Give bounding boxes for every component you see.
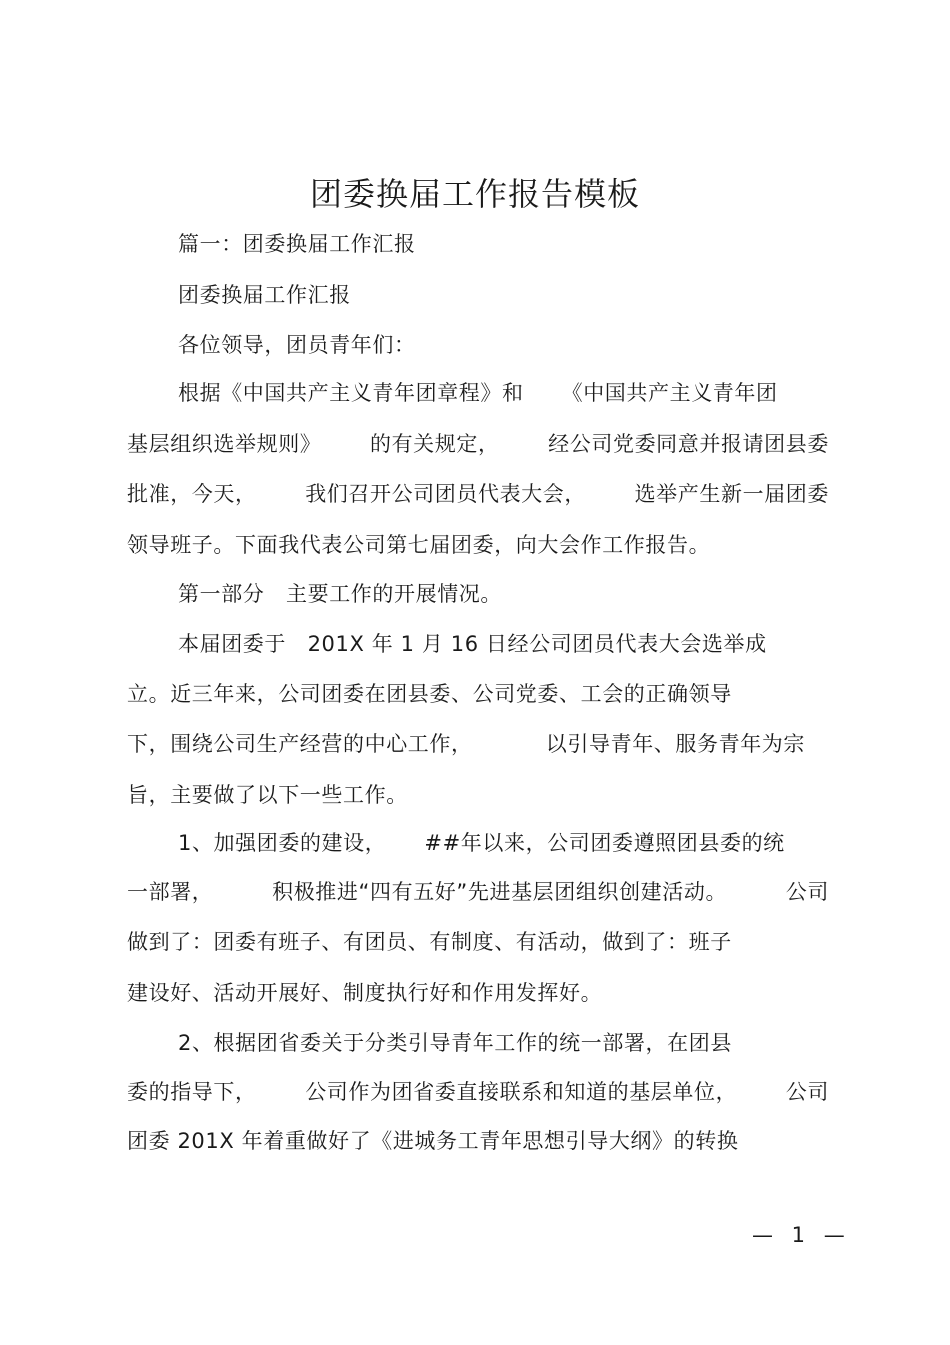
body-line-segment: 经公司党委同意并报请团县委: [548, 432, 829, 456]
body-line: 建设好、活动开展好、制度执行好和作用发挥好。: [127, 981, 603, 1005]
body-line: [127, 877, 829, 907]
report-heading: 团委换届工作汇报: [178, 283, 351, 307]
body-line: 团委 201X 年着重做好了《进城务工青年思想引导大纲》的转换: [127, 1129, 739, 1153]
body-line-segment: 基层组织选举规则》: [127, 432, 322, 456]
body-line: [127, 1077, 829, 1107]
body-line-segment: 以引导青年、服务青年为宗: [545, 732, 805, 756]
body-line: [127, 479, 829, 509]
body-line-segment: 公司: [785, 1080, 829, 1104]
body-line-segment: 的有关规定，: [369, 432, 500, 456]
body-line: 做到了：团委有班子、有团员、有制度、有活动，做到了：班子: [127, 930, 732, 954]
body-line-segment: 《中国共产主义青年团: [561, 381, 778, 405]
body-line-segment: 积极推进“四有五好”先进基层团组织创建活动。: [272, 880, 728, 904]
body-line-segment: 我们召开公司团员代表大会，: [305, 482, 586, 506]
body-line-segment: 委的指导下，: [127, 1080, 257, 1104]
body-line-segment: 公司: [785, 880, 829, 904]
body-line: 领导班子。下面我代表公司第七届团委，向大会作工作报告。: [127, 533, 711, 557]
body-line: 立。近三年来，公司团委在团县委、公司党委、工会的正确领导: [127, 682, 732, 706]
page-number: — 1 —: [752, 1223, 851, 1247]
part-heading: 第一部分 主要工作的开展情况。: [178, 582, 502, 606]
body-line-segment: 根据《中国共产主义青年团章程》和: [178, 381, 524, 405]
list-item: 2、根据团省委关于分类引导青年工作的统一部署，在团县: [178, 1031, 732, 1055]
body-line-segment: ##年以来，公司团委遵照团县委的统: [424, 831, 785, 855]
salutation: 各位领导，团员青年们：: [178, 333, 416, 357]
body-line-segment: 一部署，: [127, 880, 214, 904]
body-line-segment: 公司作为团省委直接联系和知道的基层单位，: [305, 1080, 738, 1104]
body-line: [178, 378, 778, 408]
body-line-segment: 1、加强团委的建设，: [178, 831, 387, 855]
body-line-segment: 选举产生新一届团委: [634, 482, 829, 506]
body-line: [127, 729, 805, 759]
body-line-segment: 批准，今天，: [127, 482, 257, 506]
body-line-segment: 下，围绕公司生产经营的中心工作，: [127, 732, 473, 756]
document-title: 团委换届工作报告模板: [309, 175, 640, 213]
section-heading: 篇一：团委换届工作汇报: [178, 232, 416, 256]
body-line: 旨，主要做了以下一些工作。: [127, 783, 408, 807]
body-line: [127, 429, 829, 459]
body-line: 本届团委于 201X 年 1 月 16 日经公司团员代表大会选举成: [178, 632, 767, 656]
list-item: [178, 828, 785, 858]
